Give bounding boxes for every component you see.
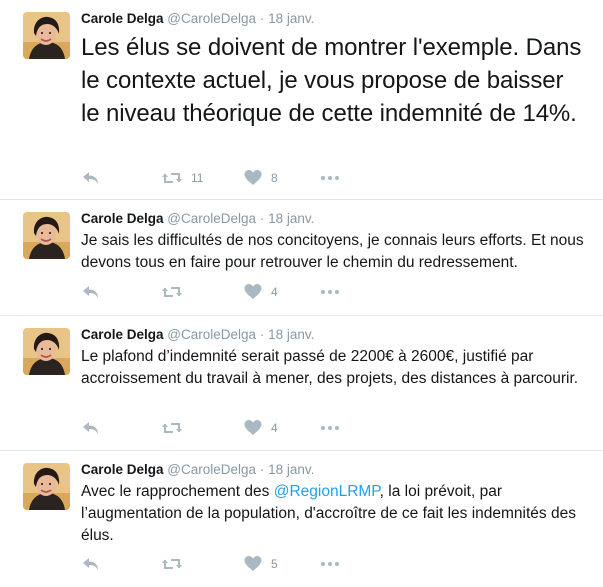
retweet-icon xyxy=(161,168,183,188)
reply-icon xyxy=(81,418,101,438)
more-button[interactable] xyxy=(321,282,339,302)
separator: · xyxy=(259,211,265,226)
like-button[interactable] xyxy=(243,418,278,438)
author-handle[interactable]: @CaroleDelga xyxy=(167,327,257,342)
retweet-button[interactable] xyxy=(161,554,191,574)
avatar[interactable] xyxy=(23,12,70,59)
retweet-button[interactable] xyxy=(161,282,191,302)
author-name[interactable]: Carole Delga xyxy=(81,211,164,226)
tweet-1[interactable] xyxy=(0,0,603,200)
mention-link[interactable]: @RegionLRMP xyxy=(273,483,380,500)
tweet-text: Les élus se doivent de montrer l'exemple. Dans le contexte actuel, je vous propose de baisser le niveau théorique de cette indemnité de 14%. xyxy=(81,34,582,127)
tweet-text-after: , la loi prévoit, par l’augmentation de la population, d'accroître de ce fait les indemnités des élus. xyxy=(81,483,576,544)
heart-icon xyxy=(243,282,263,302)
separator: · xyxy=(259,462,265,477)
tweet-header xyxy=(81,462,314,477)
tweet-actions xyxy=(81,282,381,302)
author-handle[interactable]: @CaroleDelga xyxy=(167,462,257,477)
tweet-header xyxy=(81,327,314,342)
tweet-2[interactable] xyxy=(0,200,603,316)
reply-icon xyxy=(81,168,101,188)
avatar-image xyxy=(23,328,70,375)
tweet-3[interactable] xyxy=(0,316,603,451)
like-count: 4 xyxy=(271,285,278,299)
tweet-text: Le plafond d’indemnité serait passé de 2200€ à 2600€, justifié par accroissement du travail à mener, des projets, des distances à parcourir. xyxy=(81,348,579,387)
more-icon xyxy=(321,562,339,566)
heart-icon xyxy=(243,554,263,574)
reply-button[interactable] xyxy=(81,554,101,574)
author-name[interactable]: Carole Delga xyxy=(81,462,164,477)
more-button[interactable] xyxy=(321,168,339,188)
like-button[interactable] xyxy=(243,282,278,302)
tweet-header xyxy=(81,11,314,26)
retweet-icon xyxy=(161,282,183,302)
like-count: 4 xyxy=(271,421,278,435)
like-count: 8 xyxy=(271,171,278,185)
avatar[interactable] xyxy=(23,328,70,375)
avatar-image xyxy=(23,12,70,59)
tweet-4[interactable] xyxy=(0,451,603,587)
retweet-icon xyxy=(161,554,183,574)
author-handle[interactable]: @CaroleDelga xyxy=(167,211,257,226)
retweet-count: 11 xyxy=(191,171,204,185)
author-name[interactable]: Carole Delga xyxy=(81,327,164,342)
author-handle[interactable]: @CaroleDelga xyxy=(167,11,257,26)
retweet-icon xyxy=(161,418,183,438)
tweet-actions xyxy=(81,554,381,574)
avatar-image xyxy=(23,212,70,259)
heart-icon xyxy=(243,168,263,188)
tweet-header xyxy=(81,211,314,226)
author-name[interactable]: Carole Delga xyxy=(81,11,164,26)
tweet-actions xyxy=(81,418,381,438)
tweet-date[interactable]: 18 janv. xyxy=(268,462,315,477)
separator: · xyxy=(259,11,265,26)
reply-button[interactable] xyxy=(81,418,101,438)
like-button[interactable] xyxy=(243,168,278,188)
reply-button[interactable] xyxy=(81,282,101,302)
avatar[interactable] xyxy=(23,212,70,259)
tweet-date[interactable]: 18 janv. xyxy=(268,211,315,226)
tweet-actions xyxy=(81,168,381,188)
more-icon xyxy=(321,426,339,430)
more-icon xyxy=(321,176,339,180)
separator: · xyxy=(259,327,265,342)
more-icon xyxy=(321,290,339,294)
retweet-button[interactable] xyxy=(161,168,203,188)
tweet-date[interactable]: 18 janv. xyxy=(268,11,315,26)
more-button[interactable] xyxy=(321,554,339,574)
like-button[interactable] xyxy=(243,554,278,574)
avatar[interactable] xyxy=(23,463,70,510)
tweet-date[interactable]: 18 janv. xyxy=(268,327,315,342)
tweet-text-before: Avec le rapprochement des xyxy=(81,483,274,500)
reply-icon xyxy=(81,282,101,302)
avatar-image xyxy=(23,463,70,510)
like-count: 5 xyxy=(271,557,278,571)
tweet-text xyxy=(81,481,586,547)
more-button[interactable] xyxy=(321,418,339,438)
reply-button[interactable] xyxy=(81,168,101,188)
heart-icon xyxy=(243,418,263,438)
reply-icon xyxy=(81,554,101,574)
tweet-text: Je sais les difficultés de nos concitoyens, je connais leurs efforts. Et nous devons tous en faire pour retrouver le chemin du redressement. xyxy=(81,232,584,271)
retweet-button[interactable] xyxy=(161,418,191,438)
